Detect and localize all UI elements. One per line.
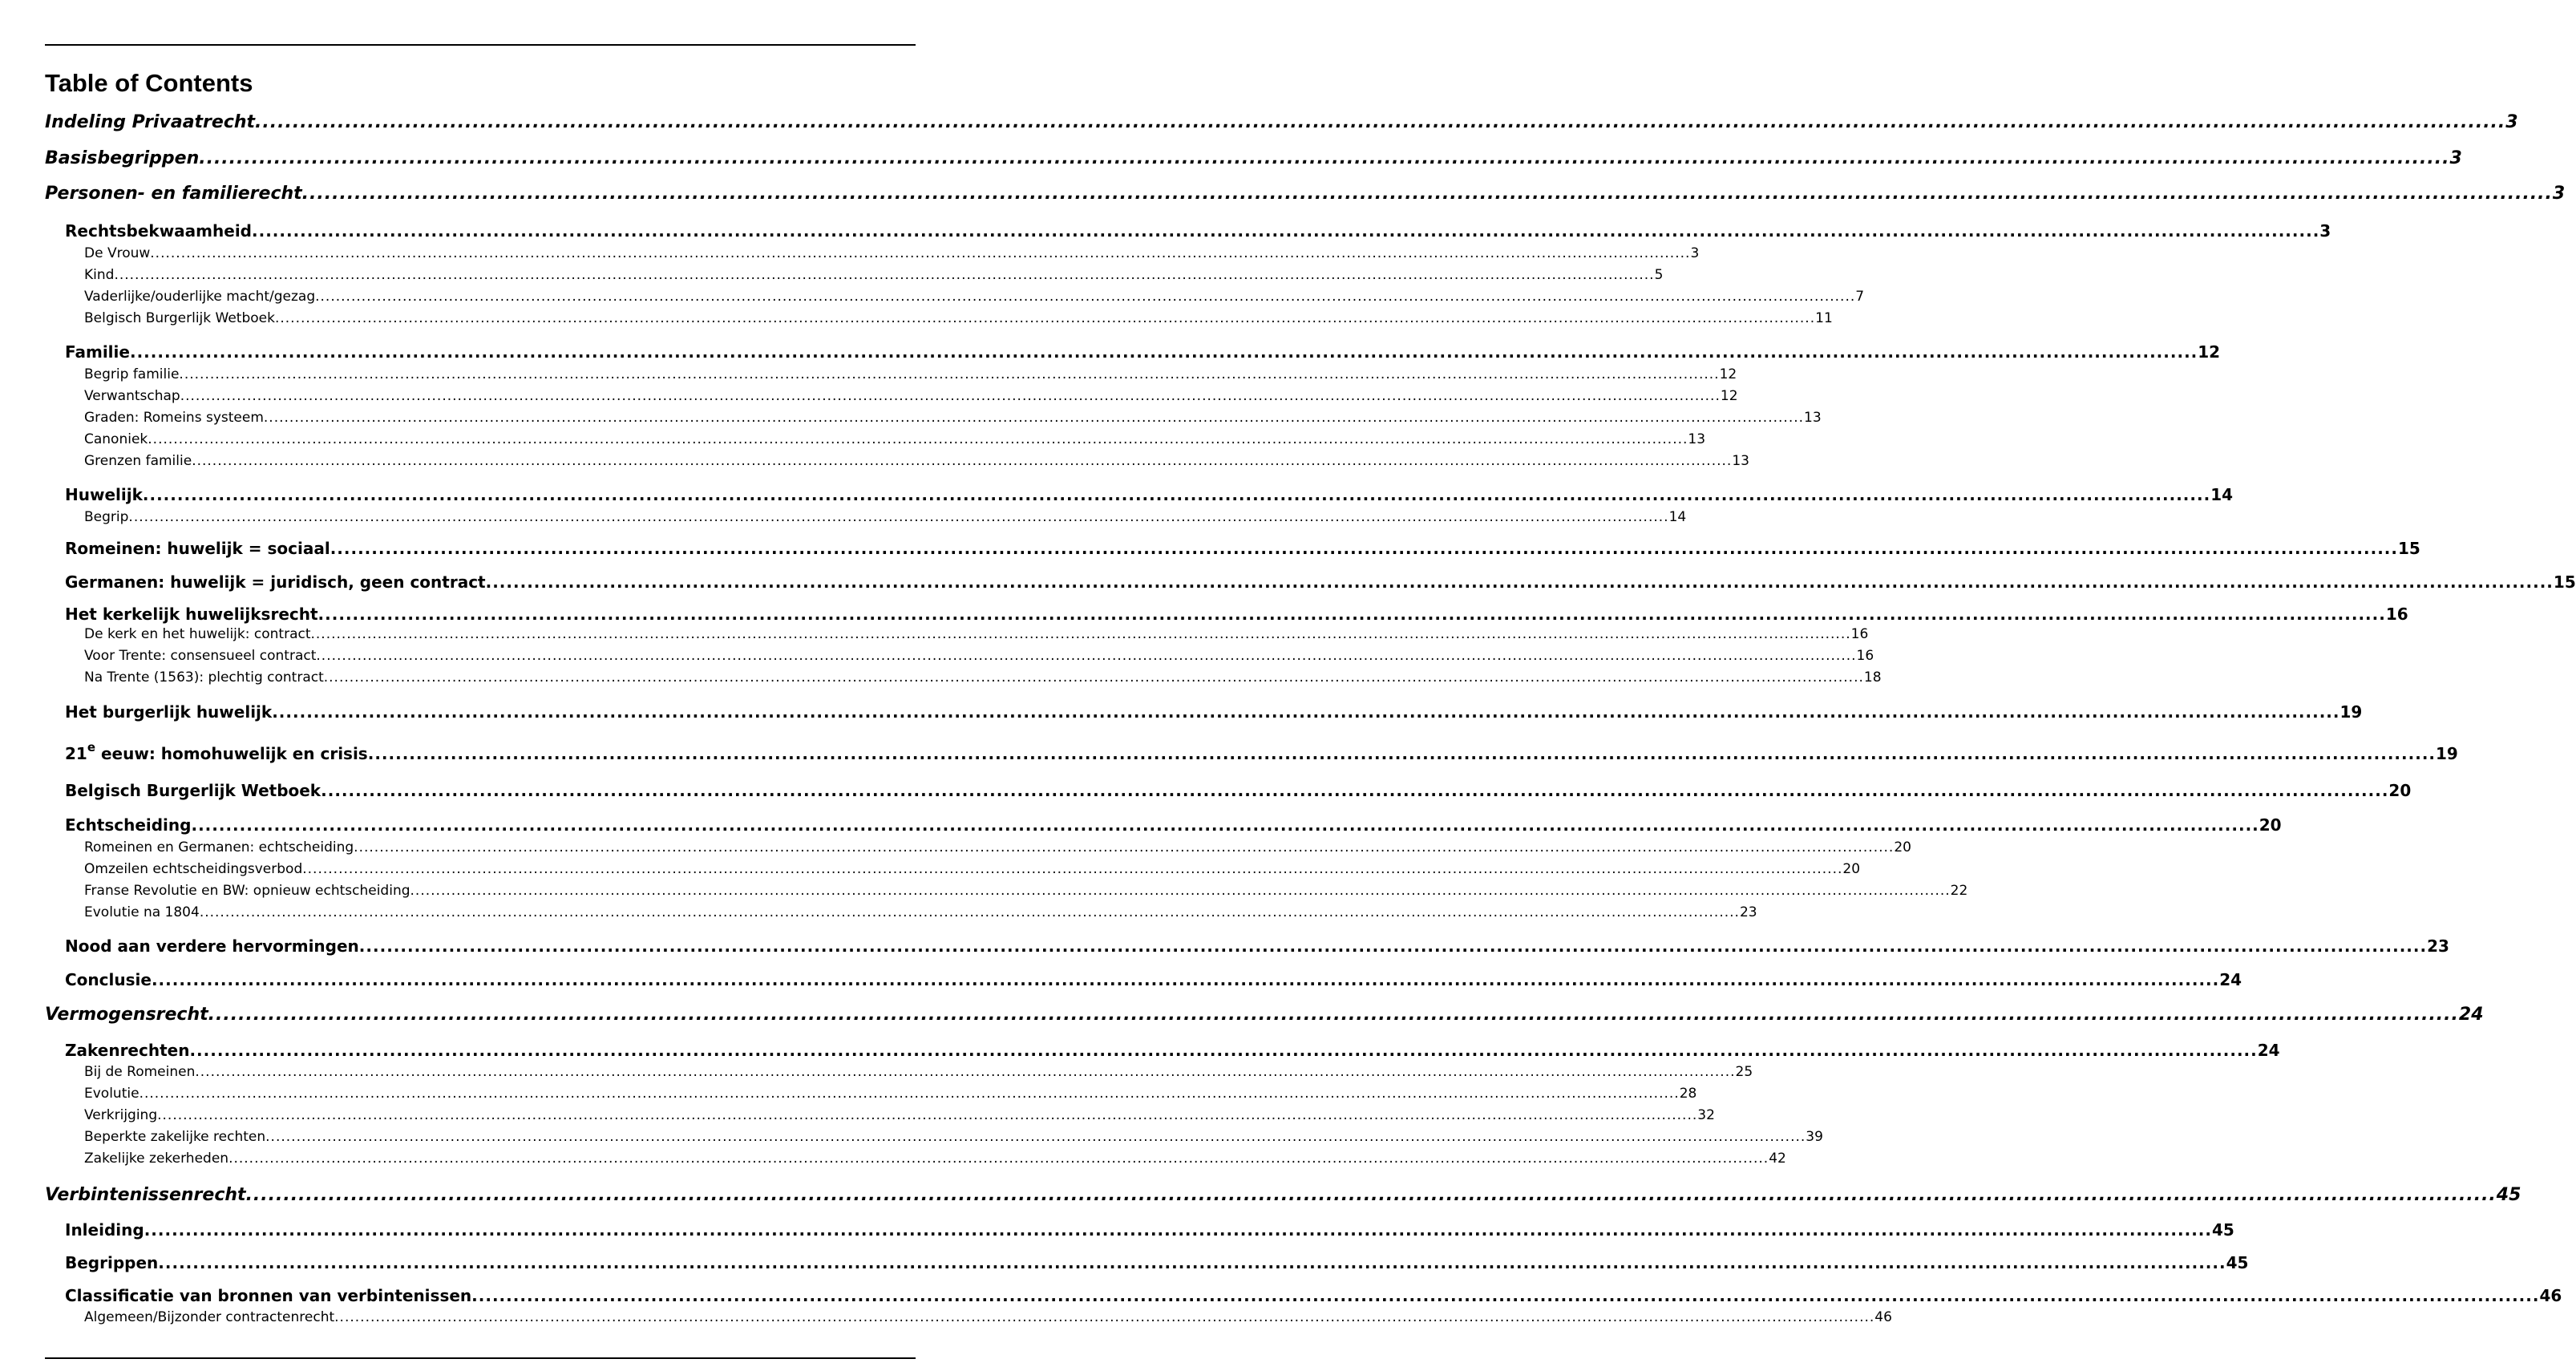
- page-title: Table of Contents: [45, 69, 253, 97]
- toc-entry-label: [84, 904, 200, 920]
- toc-entry-label: [84, 669, 324, 686]
- toc-entry-page-number: 45: [2211, 1220, 2234, 1240]
- toc-entry-label: [45, 148, 199, 169]
- toc-entry-page-number: 45: [2496, 1185, 2521, 1205]
- toc-entry[interactable]: [84, 1129, 1823, 1145]
- bottom-rule: [45, 1357, 916, 1359]
- toc-entry-label-text: Canoniek: [84, 431, 148, 447]
- toc-entry-label: [65, 1253, 158, 1272]
- dot-leader: ............................................................................................................................................................................................................................................................................................................: [228, 1151, 1769, 1167]
- toc-entry[interactable]: [84, 245, 1700, 261]
- toc-entry-label: [84, 1107, 157, 1123]
- toc-entry-label-text: Het kerkelijk huwelijksrecht: [65, 605, 318, 624]
- toc-entry-label: [84, 1129, 265, 1145]
- toc-entry-page-number: 12: [1720, 388, 1738, 404]
- toc-entry[interactable]: [84, 1309, 1892, 1325]
- toc-entry-page-number: 39: [1806, 1129, 1823, 1145]
- toc-entry[interactable]: [65, 485, 2234, 504]
- toc-entry-label: [65, 539, 330, 558]
- toc-entry[interactable]: [65, 221, 2331, 241]
- toc-entry-page-number: 15: [2397, 539, 2420, 558]
- toc-entry[interactable]: [84, 310, 1833, 326]
- toc-entry-page-number: 3: [2319, 221, 2331, 241]
- toc-entry-label: [45, 112, 255, 133]
- toc-entry-page-number: 11: [1815, 310, 1833, 326]
- toc-entry[interactable]: [65, 342, 2221, 362]
- toc-entry[interactable]: [84, 453, 1749, 469]
- toc-entry-label-text: Romeinen: huwelijk = sociaal: [65, 539, 330, 558]
- dot-leader: ............................................................................................................................................................................................................................................................................................................: [485, 572, 2554, 592]
- toc-entry[interactable]: [65, 572, 2576, 592]
- toc-entry[interactable]: [65, 781, 2412, 800]
- toc-entry-label: [84, 1064, 195, 1080]
- dot-leader: ............................................................................................................................................................................................................................................................................................................: [302, 861, 1843, 877]
- toc-entry-page-number: 3: [2505, 112, 2518, 132]
- toc-entry[interactable]: [84, 669, 1882, 686]
- dot-leader: ............................................................................................................................................................................................................................................................................................................: [323, 669, 1864, 686]
- toc-entry-label: [84, 648, 316, 664]
- toc-entry-label: [84, 431, 148, 447]
- toc-entry[interactable]: [65, 970, 2242, 989]
- dot-leader: ............................................................................................................................................................................................................................................................................................................: [301, 184, 2553, 204]
- toc-entry[interactable]: [84, 861, 1861, 877]
- toc-entry-label: [65, 970, 152, 989]
- toc-entry-label-text: Familie: [65, 342, 130, 362]
- dot-leader: ............................................................................................................................................................................................................................................................................................................: [354, 839, 1895, 855]
- toc-entry-page-number: 3: [2552, 184, 2566, 204]
- toc-entry-page-number: 19: [2436, 744, 2458, 763]
- toc-entry-label-text: Graden: Romeins systeem: [84, 410, 264, 426]
- toc-entry-label-text: Verkrijging: [84, 1107, 158, 1123]
- dot-leader: ............................................................................................................................................................................................................................................................................................................: [189, 1041, 2258, 1060]
- toc-entry-page-number: 15: [2553, 572, 2576, 592]
- toc-entry[interactable]: [84, 648, 1874, 664]
- toc-entry-label: [65, 221, 252, 241]
- toc-entry-page-number: 16: [1856, 648, 1874, 664]
- toc-entry-label: [45, 1185, 246, 1206]
- toc-entry-page-number: 18: [1863, 669, 1882, 686]
- toc-entry[interactable]: [84, 904, 1757, 920]
- toc-entry-superscript: e: [87, 740, 96, 754]
- toc-entry-page-number: 13: [1804, 410, 1822, 426]
- toc-entry[interactable]: [65, 1041, 2280, 1060]
- toc-entry-label: [65, 342, 130, 362]
- toc-entry-label-text: Omzeilen echtscheidingsverbod: [84, 861, 303, 877]
- toc-entry[interactable]: [84, 1107, 1715, 1123]
- dot-leader: ............................................................................................................................................................................................................................................................................................................: [317, 605, 2386, 624]
- toc-entry-page-number: 12: [1719, 366, 1737, 382]
- dot-leader: ............................................................................................................................................................................................................................................................................................................: [316, 648, 1857, 664]
- toc-entry-page-number: 24: [2257, 1041, 2280, 1060]
- toc-entry-label-text: Grenzen familie: [84, 453, 192, 469]
- toc-entry-label-text: Rechtsbekwaamheid: [65, 221, 252, 241]
- dot-leader: ............................................................................................................................................................................................................................................................................................................: [255, 112, 2506, 132]
- toc-entry-page-number: 23: [1739, 904, 1757, 920]
- dot-leader: ............................................................................................................................................................................................................................................................................................................: [142, 485, 2211, 504]
- toc-entry[interactable]: [65, 815, 2282, 835]
- toc-entry-label-text: De Vrouw: [84, 245, 151, 261]
- toc-entry-label-text: Verbintenissenrecht: [45, 1185, 246, 1205]
- dot-leader: ............................................................................................................................................................................................................................................................................................................: [274, 310, 1816, 326]
- toc-entry-page-number: 5: [1654, 267, 1664, 283]
- toc-entry-label: [84, 883, 410, 899]
- toc-entry[interactable]: [45, 1185, 2521, 1206]
- toc-entry-page-number: 19: [2339, 702, 2363, 722]
- toc-entry-page-number: 16: [2385, 605, 2408, 624]
- dot-leader: ............................................................................................................................................................................................................................................................................................................: [128, 509, 1669, 525]
- dot-leader: ............................................................................................................................................................................................................................................................................................................: [310, 626, 1851, 642]
- toc-entry-page-number: 46: [2539, 1286, 2562, 1305]
- toc-entry-label-text: Belgisch Burgerlijk Wetboek: [84, 310, 275, 326]
- toc-entry-label-text: Begrip: [84, 509, 129, 525]
- toc-entry[interactable]: [65, 936, 2449, 956]
- dot-leader: ............................................................................................................................................................................................................................................................................................................: [150, 245, 1691, 261]
- toc-entry-label: [45, 1005, 208, 1025]
- toc-entry-label: [65, 1220, 144, 1240]
- dot-leader: ............................................................................................................................................................................................................................................................................................................: [199, 904, 1740, 920]
- toc-entry-page-number: 42: [1769, 1151, 1786, 1167]
- toc-entry-label-text: Franse Revolutie en BW: opnieuw echtscheiding: [84, 883, 410, 899]
- toc-entry[interactable]: [84, 388, 1738, 404]
- toc-entry-page-number: 7: [1855, 289, 1865, 305]
- dot-leader: ............................................................................................................................................................................................................................................................................................................: [191, 815, 2259, 835]
- toc-entry-page-number: 20: [1842, 861, 1861, 877]
- toc-entry-page-number: 14: [2210, 485, 2234, 504]
- toc-entry[interactable]: [84, 410, 1822, 426]
- toc-entry-label: [45, 184, 302, 204]
- toc-entry-page-number: 22: [1950, 883, 1968, 899]
- toc-entry-label-text: De kerk en het huwelijk: contract: [84, 626, 311, 642]
- toc-entry-label-text: Het burgerlijk huwelijk: [65, 702, 273, 722]
- toc-entry-page-number: 46: [1874, 1309, 1892, 1325]
- toc-entry-label-text: Conclusie: [65, 970, 152, 989]
- toc-entry-label: [84, 410, 264, 426]
- toc-entry-label-text: Nood aan verdere hervormingen: [65, 936, 359, 956]
- toc-entry-page-number: 3: [1690, 245, 1700, 261]
- toc-entry-page-number: 23: [2427, 936, 2449, 956]
- dot-leader: ............................................................................................................................................................................................................................................................................................................: [367, 744, 2436, 763]
- toc-entry-label-text: Germanen: huwelijk = juridisch, geen contract: [65, 572, 486, 592]
- toc-entry[interactable]: [65, 1220, 2234, 1240]
- toc-entry-label-text: Voor Trente: consensueel contract: [84, 648, 317, 664]
- toc-entry[interactable]: [84, 1151, 1786, 1167]
- toc-entry-label: [84, 1151, 228, 1167]
- toc-entry-label-text: Belgisch Burgerlijk Wetboek: [65, 781, 321, 800]
- toc-entry-page-number: 13: [1688, 431, 1706, 447]
- dot-leader: ............................................................................................................................................................................................................................................................................................................: [471, 1286, 2540, 1305]
- dot-leader: ............................................................................................................................................................................................................................................................................................................: [330, 539, 2398, 558]
- toc-entry-label-text: Evolutie na 1804: [84, 904, 200, 920]
- dot-leader: ............................................................................................................................................................................................................................................................................................................: [144, 1220, 2212, 1240]
- toc-entry[interactable]: [65, 539, 2420, 558]
- toc-entry-label: [65, 485, 143, 504]
- toc-entry[interactable]: [65, 1253, 2249, 1272]
- toc-entry-page-number: 20: [1894, 839, 1911, 855]
- toc-entry[interactable]: [65, 605, 2408, 624]
- toc-entry-label-text: Kind: [84, 267, 115, 283]
- toc-entry[interactable]: [84, 289, 1865, 305]
- toc-entry[interactable]: [65, 740, 2458, 763]
- toc-entry[interactable]: [65, 1286, 2562, 1305]
- toc-entry-page-number: 13: [1732, 453, 1749, 469]
- toc-entry-label: [65, 1286, 471, 1305]
- toc-entry-label-text: 21: [65, 744, 87, 763]
- toc-entry-label: [84, 453, 192, 469]
- dot-leader: ............................................................................................................................................................................................................................................................................................................: [265, 1129, 1806, 1145]
- toc-entry-label: [84, 509, 128, 525]
- toc-entry-label-text: Evolutie: [84, 1086, 140, 1102]
- toc-entry-label-text: Personen- en familierecht: [45, 184, 302, 204]
- toc-entry-label: [84, 626, 311, 642]
- toc-entry[interactable]: [45, 1005, 2484, 1025]
- toc-entry-label-text: Beperkte zakelijke rechten: [84, 1129, 266, 1145]
- toc-entry[interactable]: [65, 702, 2363, 722]
- toc-entry-label: [65, 740, 368, 763]
- toc-entry-label: [84, 861, 302, 877]
- toc-entry-label-text: Vermogensrecht: [45, 1005, 208, 1025]
- dot-leader: ............................................................................................................................................................................................................................................................................................................: [148, 431, 1688, 447]
- toc-entry-label-text: Algemeen/Bijzonder contractenrecht: [84, 1309, 335, 1325]
- toc-entry[interactable]: [45, 148, 2462, 169]
- toc-entry-label-text: Verwantschap: [84, 388, 180, 404]
- dot-leader: ............................................................................................................................................................................................................................................................................................................: [195, 1064, 1736, 1080]
- toc-entry[interactable]: [84, 509, 1687, 525]
- toc-entry-label-text: Begrip familie: [84, 366, 180, 382]
- toc-entry-page-number: 14: [1668, 509, 1687, 525]
- toc-entry-label: [84, 289, 315, 305]
- toc-entry-label: [84, 388, 180, 404]
- toc-entry[interactable]: [45, 112, 2518, 133]
- toc-entry-label-rest: eeuw: homohuwelijk en crisis: [95, 744, 368, 763]
- toc-entry-page-number: 45: [2226, 1253, 2249, 1272]
- toc-entry-label: [84, 267, 114, 283]
- toc-entry-label: [84, 366, 179, 382]
- dot-leader: ............................................................................................................................................................................................................................................................................................................: [315, 289, 1856, 305]
- toc-entry-label: [65, 572, 486, 592]
- dot-leader: ............................................................................................................................................................................................................................................................................................................: [139, 1086, 1680, 1102]
- dot-leader: ............................................................................................................................................................................................................................................................................................................: [263, 410, 1805, 426]
- dot-leader: ............................................................................................................................................................................................................................................................................................................: [410, 883, 1951, 899]
- dot-leader: ............................................................................................................................................................................................................................................................................................................: [158, 1253, 2226, 1272]
- toc-entry-label: [84, 245, 150, 261]
- toc-entry-label-text: Echtscheiding: [65, 815, 192, 835]
- toc-entry-page-number: 20: [2259, 815, 2282, 835]
- toc-entry[interactable]: [84, 366, 1737, 382]
- toc-entry[interactable]: [84, 1086, 1697, 1102]
- dot-leader: ............................................................................................................................................................................................................................................................................................................: [114, 267, 1655, 283]
- dot-leader: ............................................................................................................................................................................................................................................................................................................: [151, 970, 2220, 989]
- toc-entry-label-text: Zakenrechten: [65, 1041, 190, 1060]
- toc-entry-label: [65, 781, 321, 800]
- toc-entry-label-text: Classificatie van bronnen van verbintenissen: [65, 1286, 472, 1305]
- dot-leader: ............................................................................................................................................................................................................................................................................................................: [245, 1185, 2497, 1205]
- toc-entry-label-text: Zakelijke zekerheden: [84, 1151, 229, 1167]
- dot-leader: ............................................................................................................................................................................................................................................................................................................: [208, 1005, 2459, 1025]
- toc-entry-label: [65, 815, 191, 835]
- toc-entry-label-text: Basisbegrippen: [45, 148, 200, 168]
- dot-leader: ............................................................................................................................................................................................................................................................................................................: [157, 1107, 1698, 1123]
- toc-entry-label: [84, 310, 275, 326]
- dot-leader: ............................................................................................................................................................................................................................................................................................................: [192, 453, 1733, 469]
- toc-entry-label: [65, 1041, 189, 1060]
- toc-entry[interactable]: [45, 184, 2566, 204]
- dot-leader: ............................................................................................................................................................................................................................................................................................................: [179, 366, 1720, 382]
- toc-entry-page-number: 20: [2388, 781, 2412, 800]
- dot-leader: ............................................................................................................................................................................................................................................................................................................: [180, 388, 1721, 404]
- toc-entry-page-number: 24: [2458, 1005, 2484, 1025]
- toc-entry-label-text: Na Trente (1563): plechtig contract: [84, 669, 324, 686]
- toc-entry-page-number: 32: [1697, 1107, 1715, 1123]
- dot-leader: ............................................................................................................................................................................................................................................................................................................: [321, 781, 2389, 800]
- toc-entry-label-text: Vaderlijke/ouderlijke macht/gezag: [84, 289, 316, 305]
- toc-entry-label-text: Begrippen: [65, 1253, 159, 1272]
- toc-entry-label: [84, 839, 354, 855]
- dot-leader: ............................................................................................................................................................................................................................................................................................................: [129, 342, 2198, 362]
- toc-entry-page-number: 28: [1679, 1086, 1697, 1102]
- toc-entry-label-text: Huwelijk: [65, 485, 143, 504]
- toc-entry-label: [65, 605, 318, 624]
- toc-entry-page-number: 12: [2198, 342, 2221, 362]
- toc-entry[interactable]: [84, 626, 1869, 642]
- dot-leader: ............................................................................................................................................................................................................................................................................................................: [199, 148, 2450, 168]
- toc-entry-label: [84, 1309, 334, 1325]
- dot-leader: ............................................................................................................................................................................................................................................................................................................: [358, 936, 2428, 956]
- toc-entry[interactable]: [84, 431, 1706, 447]
- toc-entry-page-number: 25: [1735, 1064, 1753, 1080]
- toc-entry[interactable]: [84, 267, 1664, 283]
- dot-leader: ............................................................................................................................................................................................................................................................................................................: [272, 702, 2340, 722]
- toc-entry-label-text: Indeling Privaatrecht: [45, 112, 256, 132]
- toc-entry[interactable]: [84, 883, 1968, 899]
- toc-entry-label-text: Romeinen en Germanen: echtscheiding: [84, 839, 354, 855]
- toc-entry[interactable]: [84, 1064, 1753, 1080]
- toc-entry-label-text: Bij de Romeinen: [84, 1064, 196, 1080]
- toc-entry-page-number: 24: [2219, 970, 2242, 989]
- toc-entry-label-text: Inleiding: [65, 1220, 144, 1240]
- toc-entry-label: [65, 936, 359, 956]
- dot-leader: ............................................................................................................................................................................................................................................................................................................: [334, 1309, 1875, 1325]
- toc-entry-page-number: 3: [2449, 148, 2462, 168]
- toc-entry-label: [84, 1086, 140, 1102]
- toc-entry[interactable]: [84, 839, 1911, 855]
- toc-entry-label: [65, 702, 272, 722]
- dot-leader: ............................................................................................................................................................................................................................................................................................................: [252, 221, 2320, 241]
- toc-entry-page-number: 16: [1850, 626, 1869, 642]
